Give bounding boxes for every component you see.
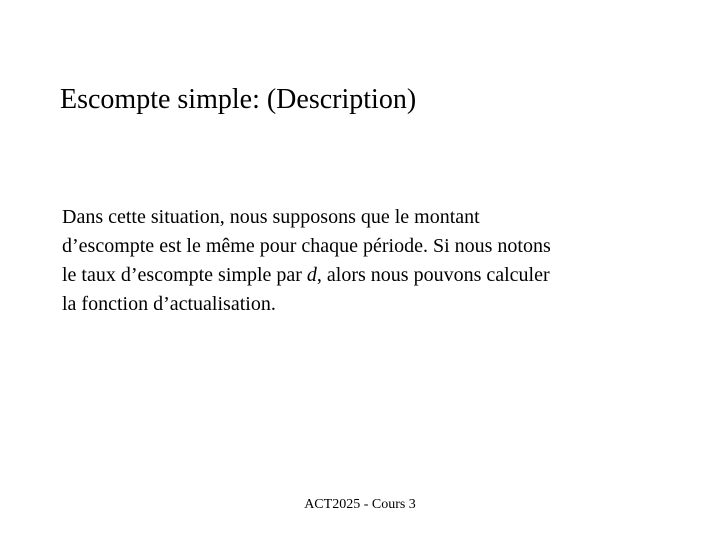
body-line-3-start: le taux d’escompte simple par (62, 264, 307, 286)
body-line-1: Dans cette situation, nous supposons que le montant (62, 206, 480, 228)
body-line-2: d’escompte est le même pour chaque période. Si nous notons (62, 235, 551, 257)
slide-footer: ACT2025 - Cours 3 (304, 497, 416, 512)
discount-rate-variable: d (306, 264, 317, 286)
body-line-3-end: , alors nous pouvons calculer (316, 264, 550, 286)
body-line-3 (62, 261, 662, 290)
slide-body-text (62, 203, 662, 319)
slide-title: Escompte simple: (Description) (60, 84, 417, 115)
body-line-4: la fonction d’actualisation. (62, 293, 276, 315)
